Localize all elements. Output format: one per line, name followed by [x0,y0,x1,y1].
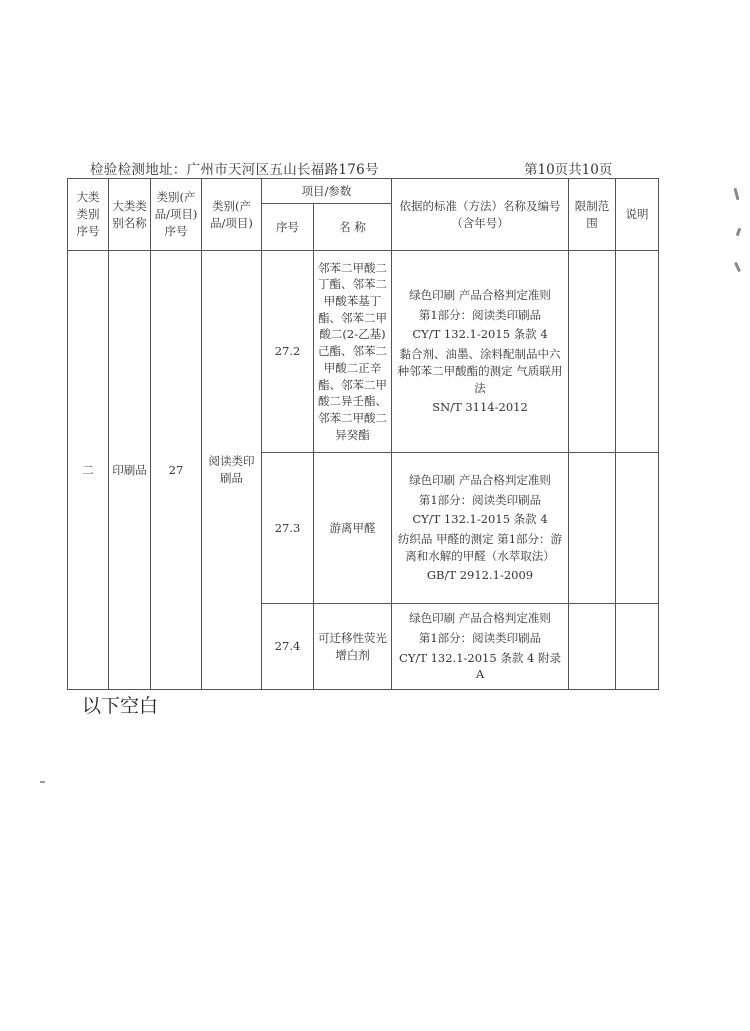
standard-line: CY/T 132.1-2015 条款 4 [412,327,548,342]
row-name: 游离甲醛 [314,453,392,604]
standard-line: 第1部分：阅读类印刷品 [418,307,542,322]
scan-mark [40,781,45,783]
scan-mark [736,228,742,237]
row-note [616,604,659,690]
standard-line: 第1部分：阅读类印刷品 [418,630,542,645]
row-standard [392,251,569,453]
standard-line: GB/T 2912.1-2009 [426,568,534,583]
header-major-no: 大类类别序号 [68,179,109,251]
standard-line: 绿色印刷 产品合格判定准则 [409,611,551,626]
standard-line: CY/T 132.1-2015 条款 4 [412,512,548,527]
header-note: 说明 [616,179,659,251]
scan-mark [734,262,741,272]
row-seq: 27.3 [262,453,314,604]
cell-major-name: 印刷品 [109,251,151,690]
row-name: 可迁移性荧光增白剂 [314,604,392,690]
row-limit [569,251,616,453]
row-seq: 27.4 [262,604,314,690]
standard-line: 绿色印刷 产品合格判定准则 [409,472,551,487]
standard-line: SN/T 3114-2012 [432,400,528,415]
header-limit: 限制范围 [569,179,616,251]
standard-line: 绿色印刷 产品合格判定准则 [409,288,551,303]
header-major-name: 大类类别名称 [109,179,151,251]
standard-line: CY/T 132.1-2015 条款 4 附录A [399,650,561,682]
row-limit [569,604,616,690]
header-item-param: 项目/参数 [262,179,392,204]
row-limit [569,453,616,604]
header-seq: 序号 [262,204,314,251]
standard-line: 纺织品 甲醛的测定 第1部分：游离和水解的甲醛（水萃取法） [397,532,563,563]
cell-category-no: 27 [151,251,202,690]
spec-table [67,178,659,690]
header-category: 类别(产品/项目) [202,179,262,251]
row-note [616,251,659,453]
standard-line: 第1部分：阅读类印刷品 [418,492,542,507]
row-note [616,453,659,604]
row-standard [392,453,569,604]
page-number: 第10页共10页 [524,162,613,178]
header-name: 名 称 [314,204,392,251]
standard-line: 黏合剂、油墨、涂料配制品中六种邻苯二甲酸酯的测定 气质联用法 [397,347,563,395]
test-address: 检验检测地址：广州市天河区五山长福路176号 [90,162,379,178]
row-name: 邻苯二甲酸二丁酯、邻苯二甲酸苯基丁酯、邻苯二甲酸二(2-乙基)己酯、邻苯二甲酸二正辛酯、邻苯二甲酸二异壬酯、邻苯二甲酸二异癸酯 [314,251,392,453]
row-standard [392,604,569,690]
cell-category: 阅读类印刷品 [202,251,262,690]
blank-below-note: 以下空白 [82,695,159,717]
cell-major-no: 二 [68,251,109,690]
row-seq: 27.2 [262,251,314,453]
header-category-no: 类别(产品/项目)序号 [151,179,202,251]
header-standard: 依据的标准（方法）名称及编号（含年号） [392,179,569,251]
scan-mark [733,188,739,200]
